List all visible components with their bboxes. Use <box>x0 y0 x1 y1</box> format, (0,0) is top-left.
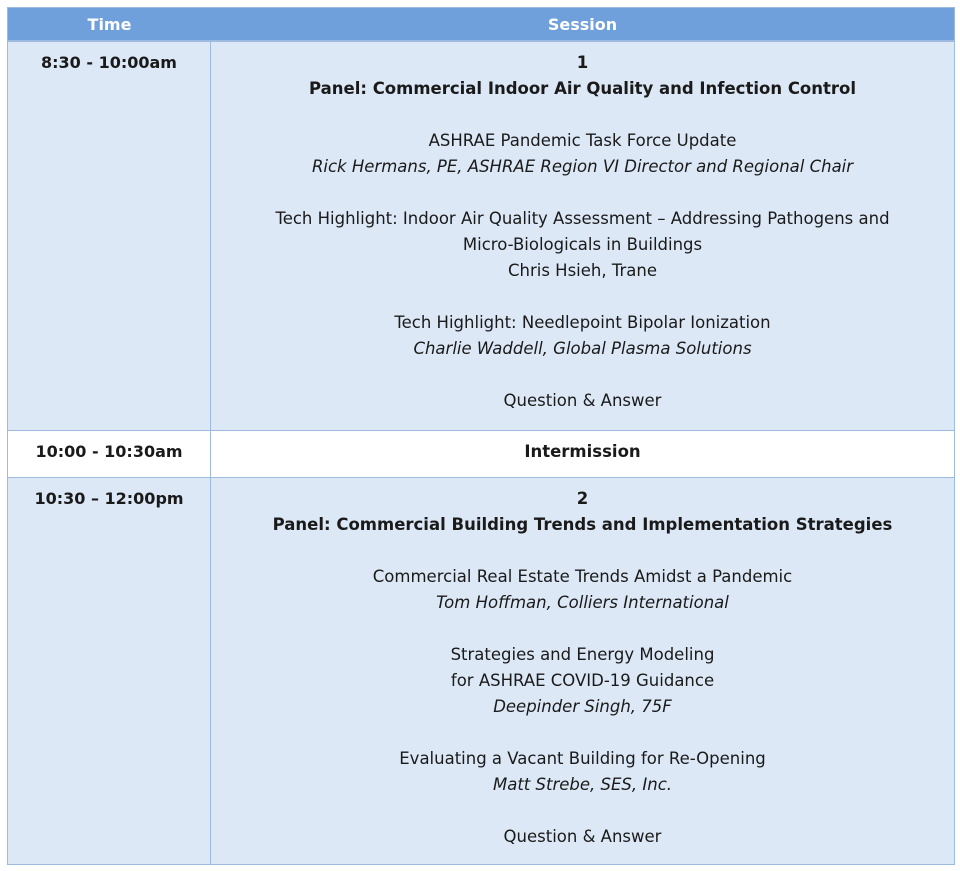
talk <box>211 564 954 616</box>
time-cell <box>8 431 211 477</box>
time-column-header: Time <box>87 14 132 34</box>
session-title: Panel: Commercial Indoor Air Quality and Infection Control <box>308 79 857 98</box>
table-row <box>8 477 954 864</box>
talk-title: Evaluating a Vacant Building for Re-Opening <box>399 749 766 768</box>
session-cell <box>211 478 954 864</box>
session-number: 2 <box>576 489 589 508</box>
talk-title: Tech Highlight: Indoor Air Quality Assessment – Addressing Pathogens and <box>275 209 890 228</box>
talk-title: for ASHRAE COVID-19 Guidance <box>450 671 715 690</box>
talk-speaker: Deepinder Singh, 75F <box>493 697 672 716</box>
talk-title: Strategies and Energy Modeling <box>450 645 715 664</box>
talk-speaker: Chris Hsieh, Trane <box>507 261 658 280</box>
session-cell <box>211 431 954 477</box>
talk-speaker: Rick Hermans, PE, ASHRAE Region VI Director and Regional Chair <box>311 157 854 176</box>
table-header <box>8 8 954 41</box>
talk-title: Tech Highlight: Needlepoint Bipolar Ionization <box>394 313 771 332</box>
talk-title: Commercial Real Estate Trends Amidst a Pandemic <box>372 567 793 586</box>
talk-speaker: Tom Hoffman, Colliers International <box>436 593 729 612</box>
talk-speaker: Matt Strebe, SES, Inc. <box>492 775 673 794</box>
time-text: 10:30 – 12:00pm <box>34 489 184 508</box>
time-text: 10:00 - 10:30am <box>35 442 183 461</box>
schedule-table <box>7 7 955 865</box>
table-row <box>8 430 954 477</box>
question-answer: Question & Answer <box>503 391 662 410</box>
session-cell <box>211 42 954 430</box>
session-number: 1 <box>576 53 589 72</box>
talk <box>211 128 954 180</box>
time-cell <box>8 478 211 864</box>
intermission-label: Intermission <box>524 442 641 461</box>
session-column-header: Session <box>547 14 618 34</box>
talk <box>211 310 954 362</box>
talk-speaker: Charlie Waddell, Global Plasma Solutions <box>413 339 752 358</box>
time-text: 8:30 - 10:00am <box>41 53 177 72</box>
time-cell <box>8 42 211 430</box>
talk <box>211 746 954 798</box>
talk-title: ASHRAE Pandemic Task Force Update <box>428 131 737 150</box>
talk <box>211 206 954 284</box>
talk <box>211 642 954 720</box>
talk-title: Micro-Biologicals in Buildings <box>462 235 703 254</box>
table-row <box>8 41 954 430</box>
session-title: Panel: Commercial Building Trends and Implementation Strategies <box>272 515 893 534</box>
question-answer: Question & Answer <box>503 827 662 846</box>
